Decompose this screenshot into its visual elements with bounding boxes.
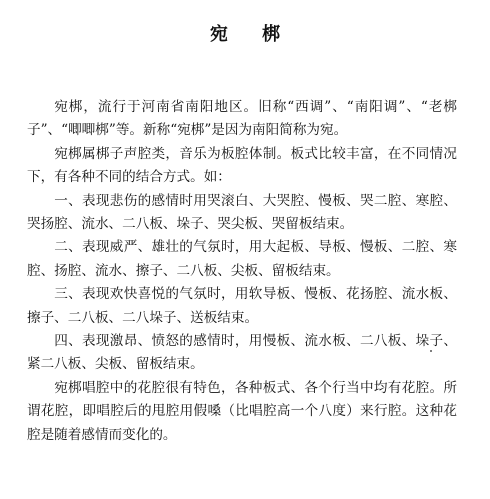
article-body — [27, 96, 457, 447]
paragraph-item-2: 二、表现威严、雄壮的气氛时，用大起板、导板、慢板、二腔、寒腔、扬腔、流水、擦子、二八板、尖板、留板结束。 — [27, 239, 457, 279]
paragraph-intro: 宛梆，流行于河南省南阳地区。旧称“西调”、“南阳调”、“老梆子”、“唧唧梆”等。新称“宛梆”是因为南阳简称为宛。 — [27, 99, 457, 139]
paragraph-flower-tune: 宛梆唱腔中的花腔很有特色，各种板式、各个行当中均有花腔。所谓花腔，即唱腔后的甩腔用假嗓（比唱腔高一个八度）来行腔。这种花腔是随着感情而变化的。 — [27, 379, 457, 443]
page-title: 宛 梆 — [209, 24, 295, 45]
paragraph-item-4: 四、表现激昂、愤怒的感情时，用慢板、流水板、二八板、垛子、紧二八板、尖板、留板结束。 — [27, 333, 457, 373]
paragraph-structure: 宛梆属梆子声腔类，音乐为板腔体制。板式比较丰富，在不同情况下，有各种不同的结合方式。如： — [27, 145, 457, 186]
scan-speck — [430, 350, 432, 352]
paragraph-item-3: 三、表现欢快喜悦的气氛时，用软导板、慢板、花扬腔、流水板、擦子、二八板、二八垛子、送板结束。 — [27, 286, 457, 326]
paragraph-item-1: 一、表现悲伤的感情时用哭滚白、大哭腔、慢板、哭二腔、寒腔、哭扬腔、流水、二八板、垛子、哭尖板、哭留板结束。 — [27, 192, 457, 233]
